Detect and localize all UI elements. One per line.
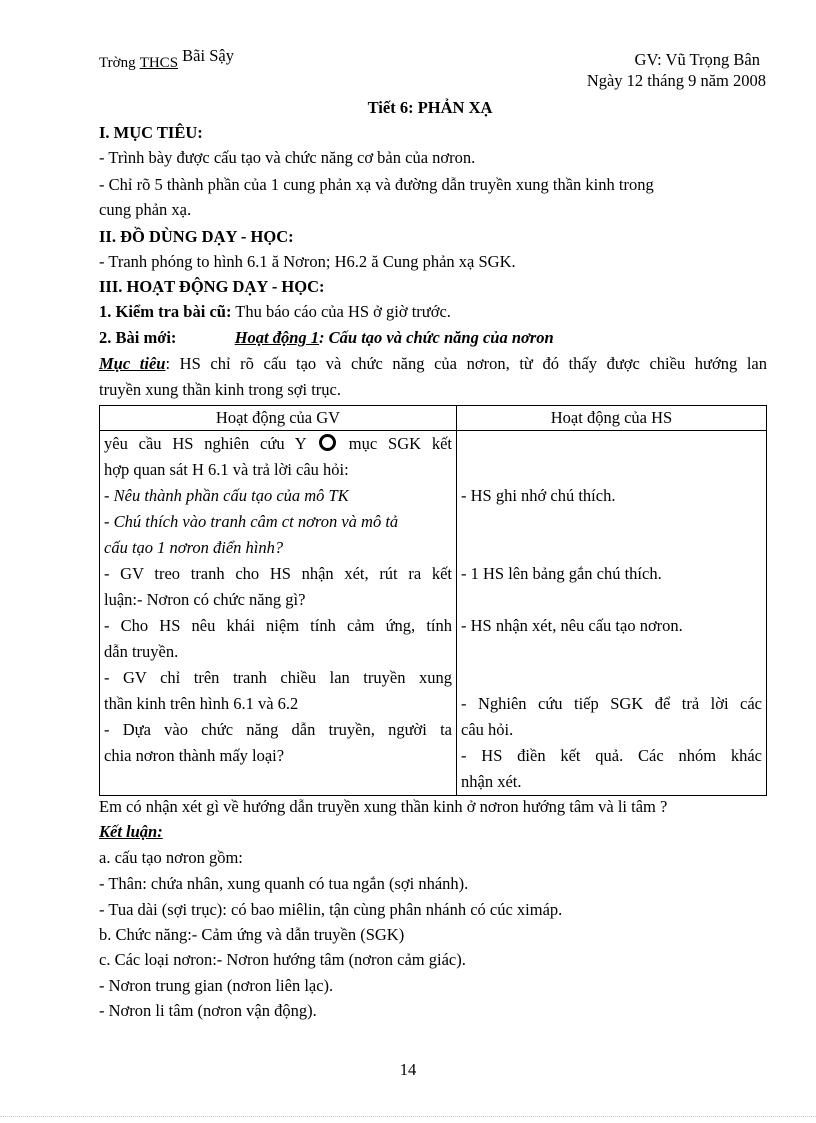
- objective-text: : HS chỉ rõ cấu tạo và chức năng của nơron, từ đó thấy được chiều hướng lan: [165, 354, 767, 373]
- objective-item: - Trình bày được cấu tạo và chức năng cơ bản của nơron.: [99, 148, 476, 167]
- circle-bullet-icon: [319, 434, 336, 451]
- gv-activity-cell: [100, 431, 457, 796]
- activity-table: [99, 405, 767, 796]
- gv-line: dẫn truyền.: [104, 642, 179, 661]
- page-divider: [0, 1116, 816, 1117]
- school-header: [99, 46, 234, 72]
- conclusion-line: - Nơron li tâm (nơron vận động).: [99, 1001, 317, 1020]
- hs-line: - HS nhận xét, nêu cấu tạo nơron.: [461, 616, 683, 635]
- gv-line: - Cho HS nêu khái niệm tính cảm ứng, tính: [104, 616, 452, 635]
- lesson-title: Tiết 6: PHẢN XẠ: [367, 98, 493, 117]
- conclusion-heading: Kết luận:: [99, 822, 163, 841]
- school-type: THCS: [139, 55, 179, 71]
- school-prefix: Trờng: [99, 55, 136, 71]
- hs-line: - Nghiên cứu tiếp SGK để trả lời các: [461, 694, 762, 713]
- objective-label: Mục tiêu: [99, 354, 166, 373]
- lesson-date: Ngày 12 tháng 9 năm 2008: [586, 71, 766, 90]
- table-header-gv: Hoạt động của GV: [100, 406, 457, 431]
- new-lesson-label: 2. Bài mới:: [99, 328, 177, 347]
- gv-line: - Dựa vào chức năng dẫn truyền, người ta: [104, 720, 452, 739]
- gv-line: cấu tạo 1 nơron điển hình?: [104, 538, 284, 557]
- gv-line: - Chú thích vào tranh câm ct nơron và mô tả: [104, 512, 399, 531]
- section1-heading: I. MỤC TIÊU:: [99, 123, 203, 142]
- table-row: [100, 431, 767, 796]
- objective-item: cung phản xạ.: [99, 200, 192, 219]
- conclusion-line: b. Chức năng:- Cảm ứng và dẫn truyền (SGK): [99, 925, 405, 944]
- hs-line: - 1 HS lên bảng gắn chú thích.: [461, 564, 662, 583]
- check-label: 1. Kiểm tra bài cũ:: [99, 302, 232, 321]
- check-text: Thu báo cáo của HS ở giờ trước.: [235, 302, 451, 321]
- activity-label: Hoạt động 1: [234, 328, 320, 347]
- homework-check: [99, 300, 451, 324]
- activity-title: : Cấu tạo và chức năng của nơron: [319, 328, 554, 347]
- conclusion-line: a. cấu tạo nơron gồm:: [99, 848, 243, 867]
- new-lesson-line: [99, 326, 554, 350]
- conclusion-line: - Thân: chứa nhân, xung quanh có tua ngắn (sợi nhánh).: [99, 874, 469, 893]
- objective-line: [99, 352, 767, 376]
- hs-line: - HS điền kết quả. Các nhóm khác: [461, 746, 762, 765]
- section3-heading: III. HOẠT ĐỘNG DẠY - HỌC:: [99, 277, 325, 296]
- gv-line: thần kinh trên hình 6.1 và 6.2: [104, 694, 299, 713]
- teacher-name: GV: Vũ Trọng Bân: [634, 50, 760, 69]
- gv-line: - Nêu thành phần cấu tạo của mô TK: [104, 486, 349, 505]
- hs-line: câu hỏi.: [461, 720, 514, 739]
- table-header-hs: Hoạt động của HS: [457, 406, 767, 431]
- table-header-row: [100, 406, 767, 431]
- page-number: 14: [399, 1060, 417, 1079]
- hs-line: nhận xét.: [461, 772, 522, 791]
- gv-line: - GV chỉ trên tranh chiều lan truyền xung: [104, 668, 452, 687]
- school-name: Bãi Sậy: [182, 46, 234, 65]
- hs-activity-cell: [457, 431, 767, 796]
- conclusion-line: - Tua dài (sợi trục): có bao miêlin, tận cùng phân nhánh có cúc ximáp.: [99, 900, 563, 919]
- gv-line: hợp quan sát H 6.1 và trả lời câu hỏi:: [104, 460, 349, 479]
- discussion-question: Em có nhận xét gì về hướng dẫn truyền xung thần kinh ở nơron hướng tâm và li tâm ?: [99, 797, 668, 816]
- gv-line: luận:- Nơron có chức năng gì?: [104, 590, 306, 609]
- objective-item: - Chỉ rõ 5 thành phần của 1 cung phản xạ và đường dẫn truyền xung thần kinh trong: [99, 175, 654, 194]
- section2-heading: II. ĐỒ DÙNG DẠY - HỌC:: [99, 227, 294, 246]
- gv-line: yêu cầu HS nghiên cứu Y mục SGK kết: [104, 434, 452, 453]
- conclusion-line: c. Các loại nơron:- Nơron hướng tâm (nơron cảm giác).: [99, 950, 466, 969]
- hs-line: - HS ghi nhớ chú thích.: [461, 486, 616, 505]
- gv-line: chia nơron thành mấy loại?: [104, 746, 285, 765]
- objective-line-2: truyền xung thần kinh trong sợi trục.: [99, 380, 341, 399]
- materials-item: - Tranh phóng to hình 6.1 ă Nơron; H6.2 ă Cung phản xạ SGK.: [99, 252, 516, 271]
- conclusion-line: - Nơron trung gian (nơron liên lạc).: [99, 976, 334, 995]
- gv-line: - GV treo tranh cho HS nhận xét, rút ra kết: [104, 564, 452, 583]
